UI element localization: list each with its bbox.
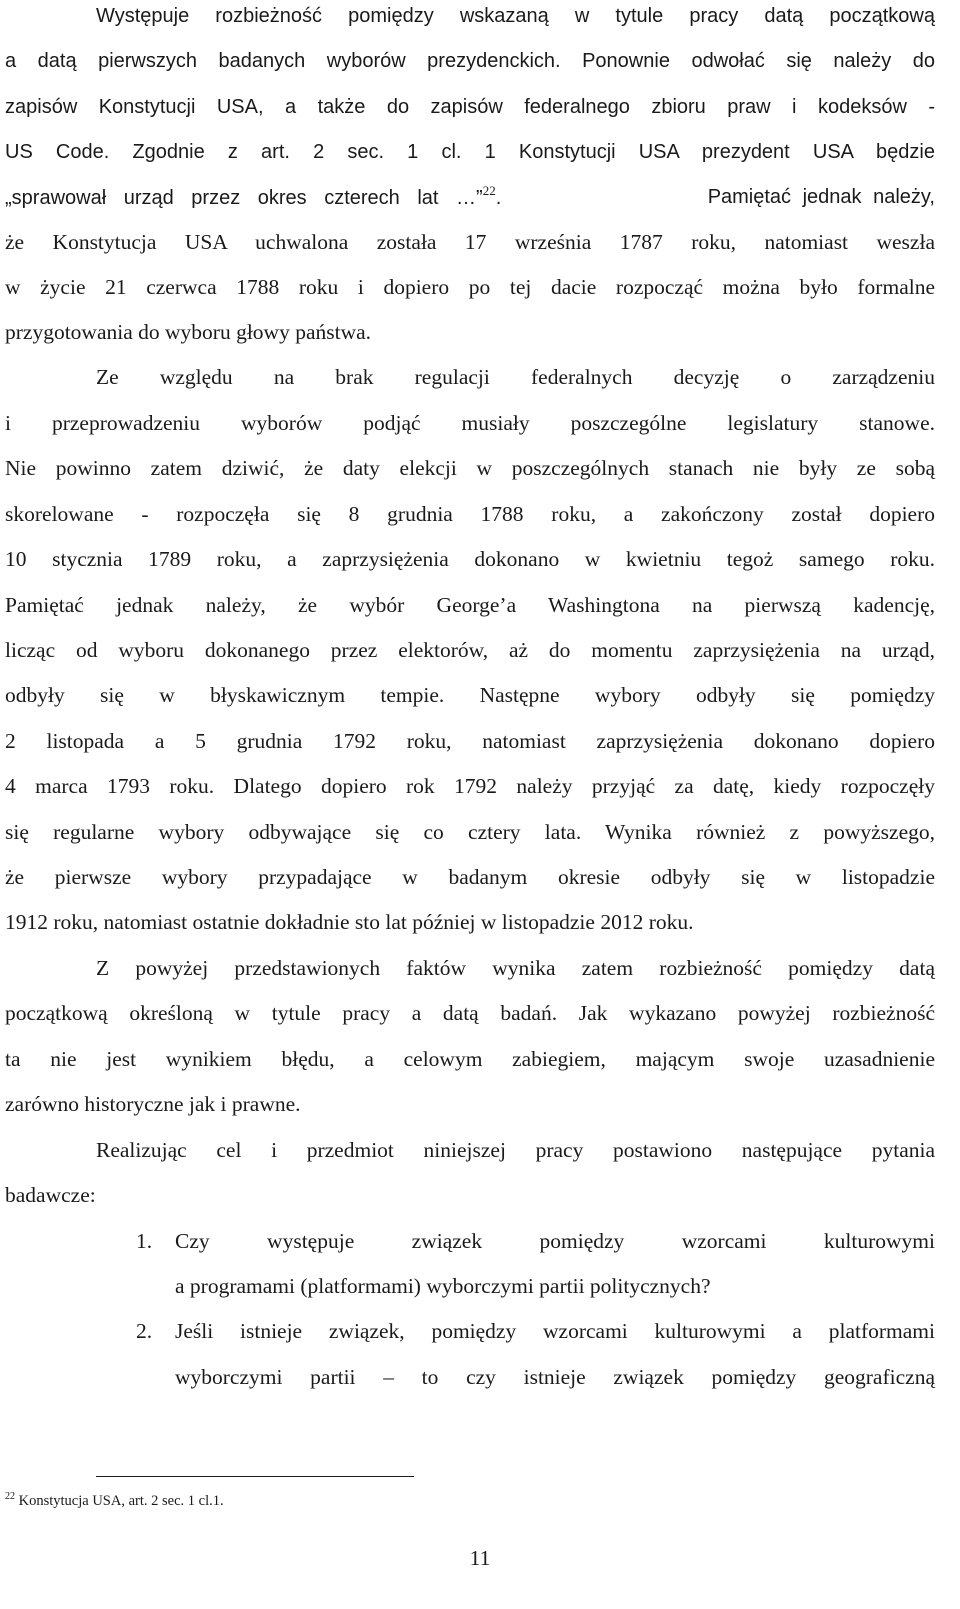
paragraph-1-line-1: Występuje rozbieżność pomiędzy wskazaną w tytule pracy datą początkową (96, 5, 935, 27)
paragraph-2-line-1: Ze względu na brak regulacji federalnych decyzję o zarządzeniu (96, 365, 935, 389)
list-item-1-line-1: Czy występuje związek pomiędzy wzorcami kulturowymi (175, 1229, 935, 1253)
paragraph-2-line-13: 1912 roku, natomiast ostatnie dokładnie sto lat później w listopadzie 2012 roku. (5, 910, 694, 934)
paragraph-1-line-6: że Konstytucja USA uchwalona została 17 września 1787 roku, natomiast weszła (5, 230, 935, 254)
list-number-1: 1. (136, 1229, 153, 1253)
paragraph-2-line-6: Pamiętać jednak należy, że wybór George’a Washingtona na pierwszą kadencję, (5, 593, 935, 617)
paragraph-2-line-8: odbyły się w błyskawicznym tempie. Następne wybory odbyły się pomiędzy (5, 683, 935, 707)
paragraph-2-line-2: i przeprowadzeniu wyborów podjąć musiały poszczególne legislatury stanowe. (5, 411, 935, 435)
paragraph-1-line-4: US Code. Zgodnie z art. 2 sec. 1 cl. 1 Konstytucji USA prezydent USA będzie (5, 141, 935, 163)
paragraph-2-line-12: że pierwsze wybory przypadające w badanym okresie odbyły się w listopadzie (5, 865, 935, 889)
list-number-2: 2. (136, 1319, 153, 1343)
paragraph-2-line-9: 2 listopada a 5 grudnia 1792 roku, natomiast zaprzysiężenia dokonano dopiero (5, 729, 935, 753)
paragraph-2-line-5: 10 stycznia 1789 roku, a zaprzysiężenia dokonano w kwietniu tegoż samego roku. (5, 547, 935, 571)
footnote-reference: 22 (482, 183, 496, 198)
paragraph-1-line-8: przygotowania do wyboru głowy państwa. (5, 320, 372, 344)
paragraph-1-line-5: „sprawował urząd przez okres czterech lat …”$^{22}$. Pamiętać jednak należy, (5, 183, 935, 209)
list-item-1-line-2: a programami (platformami) wyborczymi partii politycznych? (175, 1274, 711, 1298)
paragraph-3-line-4: zarówno historyczne jak i prawne. (5, 1092, 301, 1116)
list-item-2-line-1: Jeśli istnieje związek, pomiędzy wzorcami kulturowymi a platformami (175, 1319, 935, 1343)
footnote-separator (96, 1476, 414, 1477)
paragraph-2-line-10: 4 marca 1793 roku. Dlatego dopiero rok 1792 należy przyjąć za datę, kiedy rozpoczęły (5, 774, 935, 798)
page-number: 11 (469, 1546, 491, 1570)
paragraph-2-line-4: skorelowane - rozpoczęła się 8 grudnia 1788 roku, a zakończony został dopiero (5, 502, 935, 526)
footnote-text: Konstytucja USA, art. 2 sec. 1 cl.1. (15, 1493, 224, 1509)
paragraph-4-line-1: Realizując cel i przedmiot niniejszej pracy postawiono następujące pytania (96, 1138, 935, 1162)
footnote (5, 1491, 224, 1511)
paragraph-1-line-3: zapisów Konstytucji USA, a także do zapisów federalnego zbioru praw i kodeksów - (5, 96, 935, 118)
paragraph-1-line-7: w życie 21 czerwca 1788 roku i dopiero po tej dacie rozpocząć można było formalne (5, 275, 935, 299)
paragraph-1-line-2: a datą pierwszych badanych wyborów prezydenckich. Ponownie odwołać się należy do (5, 50, 935, 72)
paragraph-3-line-1: Z powyżej przedstawionych faktów wynika zatem rozbieżność pomiędzy datą (96, 956, 935, 980)
paragraph-2-line-7: licząc od wyboru dokonanego przez elektorów, aż do momentu zaprzysiężenia na urząd, (5, 638, 935, 662)
paragraph-3-line-3: ta nie jest wynikiem błędu, a celowym zabiegiem, mającym swoje uzasadnienie (5, 1047, 935, 1071)
paragraph-4-line-2: badawcze: (5, 1183, 96, 1207)
list-item-2-line-2: wyborczymi partii – to czy istnieje związek pomiędzy geograficzną (175, 1365, 935, 1389)
footnote-mark: 22 (5, 1491, 15, 1502)
paragraph-2-line-3: Nie powinno zatem dziwić, że daty elekcji w poszczególnych stanach nie były ze sobą (5, 456, 935, 480)
paragraph-2-line-11: się regularne wybory odbywające się co cztery lata. Wynika również z powyższego, (5, 820, 935, 844)
paragraph-3-line-2: początkową określoną w tytule pracy a datą badań. Jak wykazano powyżej rozbieżność (5, 1001, 935, 1025)
